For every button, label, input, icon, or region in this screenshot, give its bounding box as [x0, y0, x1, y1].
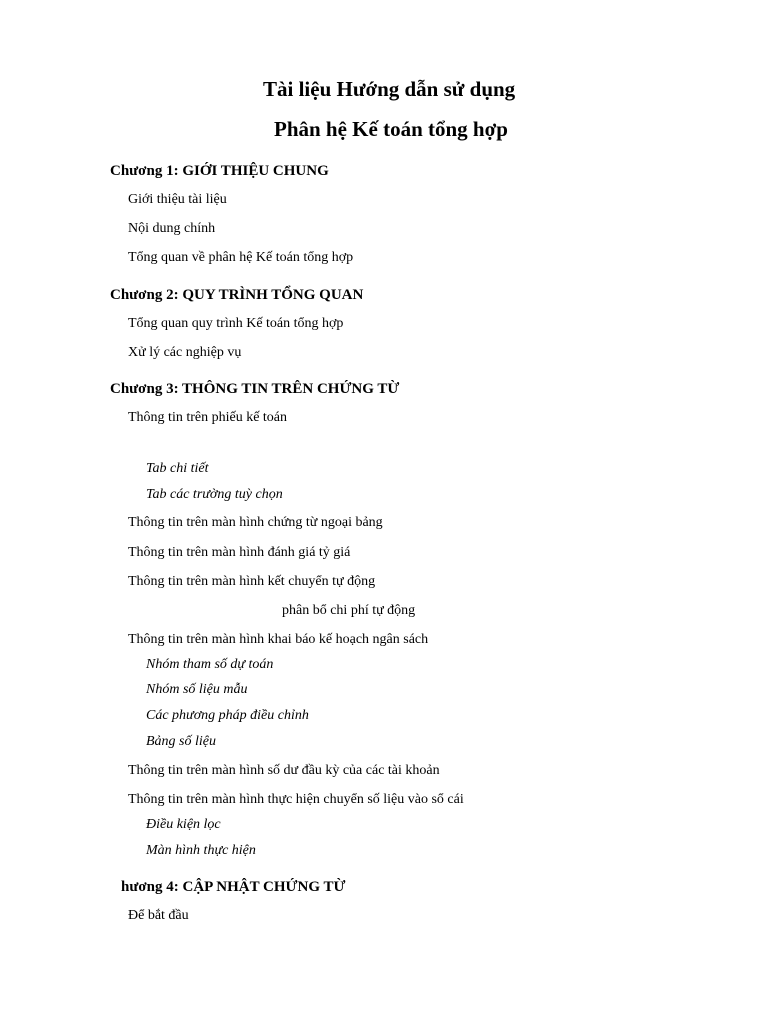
toc-item: Nội dung chính [128, 221, 216, 236]
chapter-2-heading: Chương 2: QUY TRÌNH TỔNG QUAN [110, 287, 364, 303]
chapter-4-heading: hương 4: CẬP NHẬT CHỨNG TỪ [121, 879, 346, 895]
toc-subitem: Nhóm tham số dự toán [146, 657, 274, 672]
toc-item: Thông tin trên màn hình kết chuyển tự động [128, 574, 376, 589]
toc-subitem: Bảng số liệu [146, 734, 216, 749]
toc-item: Tổng quan quy trình Kế toán tổng hợp [128, 316, 344, 331]
toc-item: Thông tin trên màn hình đánh giá tỷ giá [128, 545, 351, 560]
toc-subitem: Nhóm số liệu mẫu [146, 682, 248, 697]
document-title: Tài liệu Hướng dẫn sử dụng [263, 77, 516, 101]
toc-item: Giới thiệu tài liệu [128, 192, 227, 207]
toc-item: Tổng quan về phân hệ Kế toán tổng hợp [128, 250, 354, 265]
toc-item: Thông tin trên màn hình thực hiện chuyển số liệu vào sổ cái [128, 792, 464, 807]
toc-subitem: Tab chi tiết [146, 461, 209, 476]
document-subtitle: Phân hệ Kế toán tổng hợp [274, 117, 508, 141]
toc-subitem: Màn hình thực hiện [146, 843, 256, 858]
toc-item: Để bắt đầu [128, 908, 189, 923]
toc-item: Thông tin trên màn hình chứng từ ngoại bảng [128, 515, 383, 530]
chapter-3-heading: Chương 3: THÔNG TIN TRÊN CHỨNG TỪ [110, 381, 400, 397]
toc-item: phân bổ chi phí tự động [282, 603, 416, 618]
toc-subitem: Tab các trường tuỳ chọn [146, 487, 283, 502]
toc-subitem: Các phương pháp điều chỉnh [146, 708, 309, 723]
toc-item: Xử lý các nghiệp vụ [128, 345, 242, 360]
chapter-1-heading: Chương 1: GIỚI THIỆU CHUNG [110, 163, 329, 179]
toc-subitem: Điều kiện lọc [146, 817, 221, 832]
toc-item: Thông tin trên màn hình số dư đầu kỳ của các tài khoản [128, 763, 440, 778]
toc-item: Thông tin trên màn hình khai báo kế hoạch ngân sách [128, 632, 429, 647]
toc-item: Thông tin trên phiếu kế toán [128, 410, 288, 425]
